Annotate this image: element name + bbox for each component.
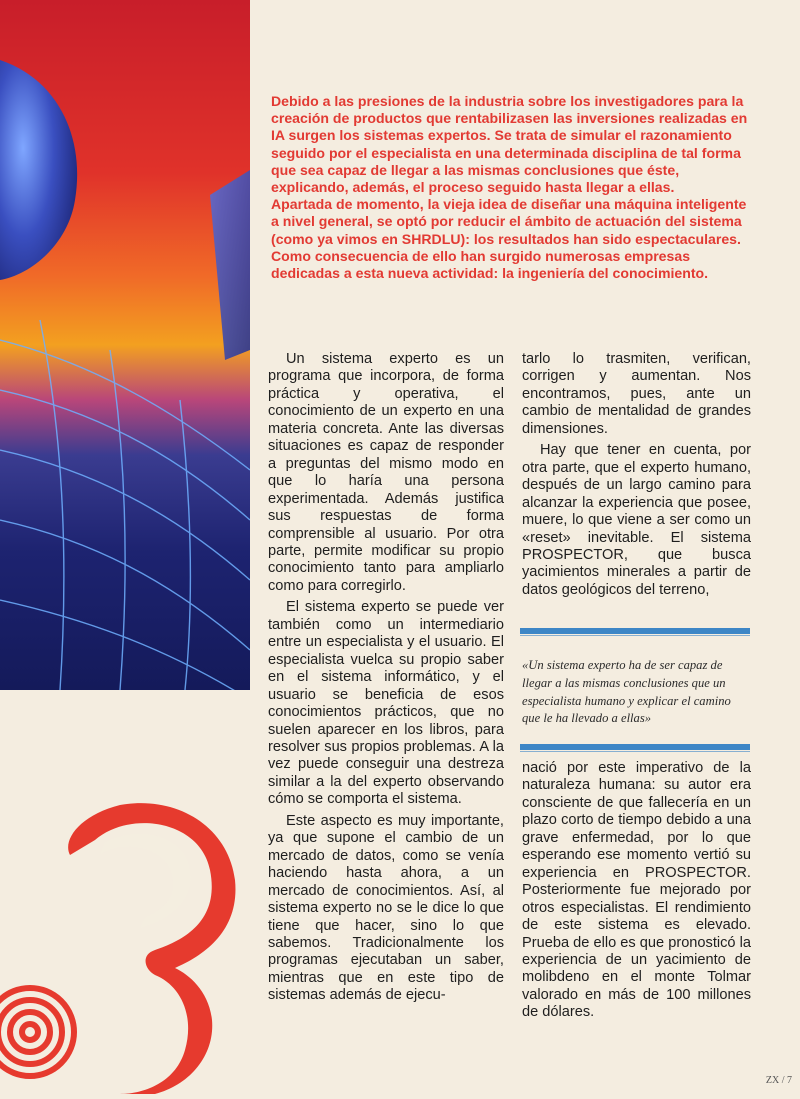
- intro-paragraph-2: Apartada de momento, la vieja idea de diseñar una máquina inteligente a nivel general, se optó por reducir el ámbito de actuación del sistema (como ya vimos en SHRDLU): los resultados han sido espectaculares. Como consecuencia de ello han surgido numerosas empresas dedicadas a esta nueva actividad: la ingeniería del conocimiento.: [271, 196, 747, 282]
- pullquote-bottom-rule: [520, 744, 750, 750]
- column2-paragraph-2: Hay que tener en cuenta, por otra parte, que el experto humano, después de un largo camino para alcanzar la experiencia que posee, muere, lo que viene a ser como un «reset» inevitable. El sistema PROSPECTOR, que busca yacimientos minerales a partir de datos geológicos del terreno,: [522, 442, 751, 598]
- intro-paragraph-1: Debido a las presiones de la industria sobre los investigadores para la creación de productos que rentabilizasen las inversiones realizadas en IA surgen los sistemas expertos. Se trata de simular el razonamiento seguido por el especialista en una determinada disciplina de tal forma que sea capaz de llegar a las mismas conclusiones que éste, explicando, además, el proceso seguido hasta llegar a ellas.: [271, 93, 748, 196]
- body-column-2-continued: [522, 760, 751, 1022]
- grid-lines: [0, 320, 250, 690]
- intro-block: [271, 93, 756, 282]
- column1-paragraph-2: El sistema experto se puede ver también como un intermediario entre un especialista y el usuario. El especialista vuelca su propio saber en el sistema informático, y el usuario se beneficia de esos conocimientos prácticos, que no suelen aparecer en los libros, para resolver sus propios problemas. A la vez puede conseguir una destreza similar a la del experto observando cómo se comporta el sistema.: [268, 599, 504, 808]
- cube-shape: [210, 170, 250, 360]
- swirl-decoration: [0, 770, 250, 1094]
- pullquote-top-rule: [520, 628, 750, 634]
- abstract-art-svg: [0, 0, 250, 690]
- body-column-2: [522, 351, 751, 603]
- cover-illustration: [0, 0, 250, 690]
- body-column-1: [268, 351, 504, 1009]
- column1-paragraph-3: Este aspecto es muy importante, ya que supone el cambio de un mercado de datos, como se venía haciendo hasta ahora, a un mercado de conocimientos. Así, al sistema experto no se le dice lo que tiene que hacer, sino lo que sabemos. Tradicionalmente los programas ejecutaban un saber, mientras que en este tipo de sistemas además de ejecu-: [268, 812, 504, 1004]
- page-number: ZX / 7: [765, 1075, 792, 1086]
- orb-shape: [0, 60, 77, 280]
- pullquote: [522, 657, 752, 728]
- column2-paragraph-3: nació por este imperativo de la naturaleza humana: su autor era consciente de que fallecería en un plazo corto de tiempo debido a una grave enfermedad, por lo que esperando ese momento vertió su experiencia en PROSPECTOR. Posteriormente fue mejorado por otros especialistas. El rendimiento de este sistema es elevado. Prueba de ello es que pronosticó la experiencia de un yacimiento de molibdeno en el monte Tolmar valorado en más de 100 millones de dólares.: [522, 760, 751, 1021]
- column2-paragraph-1: tarlo lo trasmiten, verifican, corrigen y aumentan. Nos encontramos, pues, ante un cambio de mentalidad de grandes dimensiones.: [522, 351, 751, 437]
- concentric-circles: [0, 988, 74, 1076]
- swirl-svg: [0, 770, 250, 1094]
- pullquote-text: «Un sistema experto ha de ser capaz de llegar a las mismas conclusiones que un especialista humano y explicar el camino que le ha llevado a ellas»: [522, 658, 731, 726]
- column1-paragraph-1: Un sistema experto es un programa que incorpora, de forma práctica y operativa, el conocimiento de un experto en una materia concreta. Ante las diversas situaciones es capaz de responder a preguntas del mismo modo en que lo haría una persona experimentada. Además justifica sus respuestas de forma comprensible al usuario. Por otra parte, permite modificar su propio conocimiento tanto para ampliarlo como para corregirlo.: [268, 351, 504, 594]
